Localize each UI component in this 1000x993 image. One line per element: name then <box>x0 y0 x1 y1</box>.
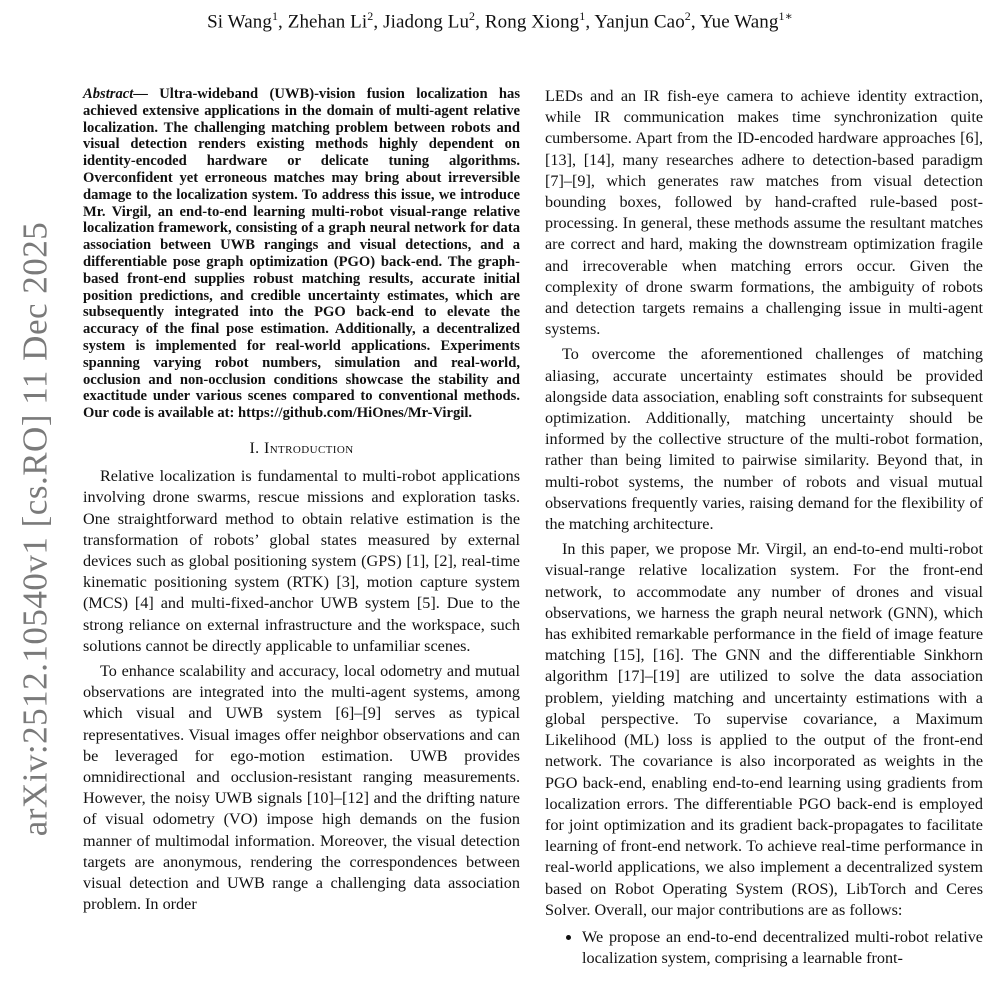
author-name: Zhehan Li <box>287 11 368 33</box>
intro-paragraph-4: In this paper, we propose Mr. Virgil, an end-to-end multi-robot visual-range relative localization system. For the front-end network, to accommodate any number of drones and visual observations, we harness the graph neural network (GNN), which has exhibited remarkable performance in the field of image feature matching [15], [16]. The GNN and the differentiable Sinkhorn algorithm [17]–[19] are utilized to solve the data association problem, yielding matching and uncertainty estimations with a global perspective. To supervise covariance, a Maximum Likelihood (ML) loss is applied to the output of the front-end network. The covariance is also incorporated as weights in the PGO back-end, enabling end-to-end learning using gradients from localization errors. The differentiable PGO back-end is employed for joint optimization and its gradient back-propagates to facilitate learning of front-end network. To achieve real-time performance in real-world applications, we also implement a decentralized system based on Robot Operating System (ROS), LibTorch and Ceres Solver. Overall, our major contributions are as follows: <box>545 540 983 919</box>
author-line: Si Wang$^1$, Zhehan Li$^2$, Jiadong Lu$^2$, Rong Xiong$^1$, Yanjun Cao$^2$, Yue Wang$^{1∗}$ <box>207 9 793 33</box>
abstract <box>83 86 520 422</box>
abstract-label: Abstract <box>83 86 134 102</box>
contribution-list <box>545 927 983 969</box>
author-affiliation: 1∗ <box>778 9 793 23</box>
left-column <box>83 86 520 915</box>
intro-paragraph-2: To enhance scalability and accuracy, local odometry and mutual observations are integrated into the multi-agent systems, among which visual and UWB system [6]–[9] serves as typical representatives. Visual images offer neighbor observations and can be leveraged for ego-motion estimation. UWB provides omnidirectional and occlusion-resistant ranging measurements. However, the noisy UWB signals [10]–[12] and the drifting nature of visual odometry (VO) impose high demands on the fusion manner of multimodal information. Moreover, the visual detection targets are anonymous, rendering the correspondences between visual detection and UWB range a challenging data association problem. In order <box>83 661 520 914</box>
author-affiliation: 1 <box>579 9 586 23</box>
abstract-text: Ultra-wideband (UWB)-vision fusion localization has achieved extensive applications in the domain of multi-agent relative localization. The challenging matching problem between robots and visual detection renders existing methods highly dependent on identity-encoded hardware or delicate tuning algorithms. Overconfident yet erroneous matches may bring about irreversible damage to the localization system. To address this issue, we introduce Mr. Virgil, an end-to-end learning multi-robot visual-range relative localization framework, consisting of a graph neural network for data association between UWB rangings and visual detections, and a differentiable pose graph optimization (PGO) back-end. The graph-based front-end supplies robust matching results, accurate initial position predictions, and credible uncertainty estimates, which are subsequently integrated into the PGO back-end to elevate the accuracy of the final pose estimation. Additionally, a decentralized system is implemented for real-world applications. Experiments spanning varying robot numbers, simulation and real-world, occlusion and non-occlusion conditions showcase the stability and exactitude under various scenes compared to conventional methods. Our code is available at: https://github.com/HiOnes/Mr-Virgil. <box>83 86 520 422</box>
arxiv-side-stamp <box>12 218 58 840</box>
author-affiliation: 2 <box>367 9 374 23</box>
intro-paragraph-1: Relative localization is fundamental to multi-robot applications involving drone swarms, rescue missions and exploration tasks. One straightforward method to obtain relative estimation is the transformation of robots’ global states measured by external devices such as global positioning system (GPS) [1], [2], real-time kinematic positioning system (RTK) [3], motion capture system (MCS) [4] and multi-fixed-anchor UWB system [5]. Due to the strong reliance on external infrastructure and the workspace, such solutions cannot be directly applicable to unfamiliar scenes. <box>83 467 520 655</box>
author-name: Yanjun Cao <box>594 11 685 33</box>
author-name: Rong Xiong <box>484 11 580 33</box>
continued-paragraph: LEDs and an IR fish-eye camera to achieve identity extraction, while IR communication makes time synchronization quite cumbersome. Apart from the ID-encoded hardware approaches [6], [13], [14], many researches adhere to detection-based paradigm [7]–[9], which generates raw matches from visual detection bounding boxes, followed by hand-crafted rule-based post-processing. In general, these methods assume the resultant matches are correct and hard, making the downstream optimization fragile and irrecoverable when matching errors occur. Given the complexity of drone swarm formations, the ambiguity of robots and detection targets remains a challenging issue in multi-agent systems. <box>545 87 983 339</box>
section-numeral: I. <box>249 439 260 457</box>
section-title: Introduction <box>263 439 354 457</box>
intro-paragraph-3: To overcome the aforementioned challenges of matching aliasing, accurate uncertainty estimates should be provided alongside data association, enabling soft constraints for subsequent optimization. Additionally, matching uncertainty should be informed by the collective structure of the multi-robot formation, rather than being limited to pairwise similarity. Beyond that, in multi-robot systems, the number of robots and visual mutual observations frequently varies, raising demand for the flexibility of the matching architecture. <box>545 345 983 534</box>
author-name: Jiadong Lu <box>383 11 470 33</box>
author-affiliation: 2 <box>469 9 476 23</box>
right-column <box>545 86 983 969</box>
author-name: Yue Wang <box>699 11 779 33</box>
abstract-dash: — <box>133 86 148 102</box>
author-affiliation: 1 <box>271 9 279 23</box>
author-name: Si Wang <box>207 11 272 33</box>
author-affiliation: 2 <box>684 9 691 23</box>
section-heading <box>83 438 520 459</box>
contribution-item: • We propose an end-to-end decentralized multi-robot relative localization system, comprising a learnable front- <box>582 927 983 969</box>
arxiv-stamp-text: arXiv:2512.10540v1 [cs.RO] 11 Dec 2025 <box>15 221 55 837</box>
